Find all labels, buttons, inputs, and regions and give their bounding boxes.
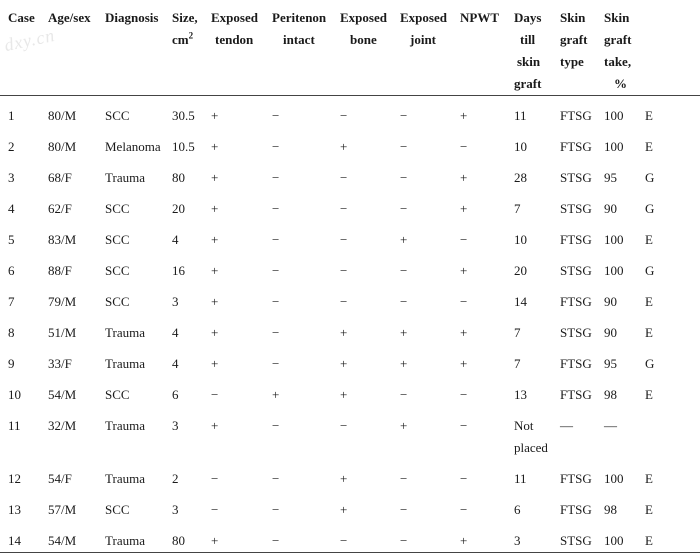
cell-peritenon-intact: −	[272, 263, 280, 278]
cell-exposed-joint: +	[400, 356, 408, 371]
cell-exposed-tendon: +	[211, 170, 219, 185]
cell-graft-take: 100	[604, 263, 624, 278]
cell-days-till-graft: Not placed	[514, 418, 548, 455]
cell-cut-column: E	[645, 325, 653, 340]
table-row	[0, 490, 700, 521]
cell-peritenon-intact: −	[272, 170, 280, 185]
cell-age-sex: 54/F	[48, 471, 72, 486]
cell-size: 80	[172, 521, 211, 553]
cell-cut-column: E	[645, 232, 653, 247]
cell-diagnosis: Trauma	[105, 471, 145, 486]
cell-graft-take: 100	[604, 471, 624, 486]
cell-age-sex: 83/M	[48, 232, 77, 247]
cell-size: 2	[172, 471, 179, 486]
cell-exposed-joint: −	[400, 471, 408, 486]
cell-exposed-joint: −	[400, 108, 408, 123]
cell-case: 9	[8, 356, 15, 371]
cell-exposed-bone: −	[340, 108, 348, 123]
cell-npwt: +	[460, 108, 468, 123]
cell-npwt: −	[460, 418, 468, 433]
cell-diagnosis: SCC	[105, 263, 130, 278]
cell-size: 3	[172, 502, 179, 517]
cell-size: 16	[172, 263, 185, 278]
cell-exposed-joint: −	[400, 502, 408, 517]
cell-cut-column: G	[645, 170, 655, 185]
cell-exposed-tendon: −	[211, 502, 219, 517]
cell-npwt: +	[460, 521, 514, 553]
table-body	[0, 96, 700, 553]
cell-exposed-tendon: +	[211, 232, 219, 247]
cell-graft-take: 95	[604, 356, 617, 371]
cell-cut-column	[645, 406, 700, 459]
cell-peritenon-intact: +	[272, 387, 280, 402]
cell-case: 10	[8, 387, 21, 402]
cell-days-till-graft: 10	[514, 232, 527, 247]
cell-graft-take: 100	[604, 139, 624, 154]
cell-exposed-joint: +	[400, 325, 408, 340]
cell-cut-column: E	[645, 387, 653, 402]
cell-age-sex: 51/M	[48, 325, 77, 340]
cell-case: 6	[8, 263, 15, 278]
cell-age-sex: 80/M	[48, 139, 77, 154]
table-row	[0, 406, 700, 459]
cell-peritenon-intact: −	[272, 325, 280, 340]
cell-age-sex: 57/M	[48, 502, 77, 517]
cell-case: 12	[8, 471, 21, 486]
cell-exposed-bone: −	[340, 232, 348, 247]
table-row	[0, 220, 700, 251]
cell-size: 3	[172, 294, 179, 309]
cell-age-sex: 54/M	[48, 521, 105, 553]
cell-npwt: −	[460, 502, 468, 517]
cell-exposed-bone: +	[340, 387, 348, 402]
cell-graft-type: FTSG	[560, 108, 592, 123]
table-row	[0, 313, 700, 344]
cell-graft-type: FTSG	[560, 387, 592, 402]
cell-cut-column: E	[645, 108, 653, 123]
cell-cut-column: G	[645, 356, 655, 371]
cell-exposed-tendon: +	[211, 263, 219, 278]
table-row	[0, 158, 700, 189]
cell-graft-take: 100	[604, 108, 624, 123]
cell-exposed-tendon: +	[211, 201, 219, 216]
cell-exposed-joint: +	[400, 232, 408, 247]
cell-peritenon-intact: −	[272, 108, 280, 123]
cell-diagnosis: SCC	[105, 294, 130, 309]
cell-npwt: −	[460, 294, 468, 309]
cell-exposed-tendon: +	[211, 418, 219, 433]
cell-days-till-graft: 6	[514, 502, 521, 517]
header-exposed-tendon: Exposed tendon	[211, 0, 272, 96]
cell-graft-take: 90	[604, 294, 617, 309]
cell-exposed-tendon: +	[211, 294, 219, 309]
cell-graft-type: STSG	[560, 263, 592, 278]
cell-days-till-graft: 7	[514, 356, 521, 371]
cell-size: 80	[172, 170, 185, 185]
cell-exposed-bone: +	[340, 139, 348, 154]
cell-cut-column: E	[645, 502, 653, 517]
cell-age-sex: 80/M	[48, 108, 77, 123]
cell-size: 30.5	[172, 108, 195, 123]
header-age-sex: Age/sex	[48, 0, 105, 96]
cell-exposed-bone: −	[340, 521, 400, 553]
cell-age-sex: 79/M	[48, 294, 77, 309]
header-exposed-joint: Exposed joint	[400, 0, 460, 96]
header-size: Size, $cm^2$	[172, 0, 211, 96]
table-row	[0, 521, 700, 553]
cell-exposed-joint: −	[400, 139, 408, 154]
cell-exposed-joint: −	[400, 201, 408, 216]
cell-exposed-tendon: +	[211, 325, 219, 340]
cell-npwt: −	[460, 139, 468, 154]
cell-days-till-graft: 14	[514, 294, 527, 309]
table-row	[0, 344, 700, 375]
table-row	[0, 459, 700, 490]
cell-graft-type: STSG	[560, 170, 592, 185]
cell-graft-type: FTSG	[560, 139, 592, 154]
cell-age-sex: 54/M	[48, 387, 77, 402]
cell-peritenon-intact: −	[272, 502, 280, 517]
cell-size: 4	[172, 356, 179, 371]
table-header	[0, 0, 700, 96]
cell-exposed-joint: −	[400, 387, 408, 402]
cell-case: 11	[8, 418, 21, 433]
cell-graft-type: —	[560, 418, 573, 433]
cell-diagnosis: Melanoma	[105, 139, 161, 154]
cell-case: 7	[8, 294, 15, 309]
cell-graft-take: 95	[604, 170, 617, 185]
header-peritenon-intact: Peritenon intact	[272, 0, 340, 96]
cell-graft-type: STSG	[560, 201, 592, 216]
cell-days-till-graft: 11	[514, 471, 527, 486]
cell-size: 6	[172, 387, 179, 402]
cell-case: 2	[8, 139, 15, 154]
cell-exposed-bone: +	[340, 502, 348, 517]
cell-age-sex: 33/F	[48, 356, 72, 371]
cell-graft-type: FTSG	[560, 232, 592, 247]
cell-exposed-bone: −	[340, 418, 348, 433]
cell-diagnosis: Trauma	[105, 418, 145, 433]
cell-graft-take: 90	[604, 325, 617, 340]
header-skin-graft-take: Skin graft take, %	[604, 0, 645, 96]
cell-peritenon-intact: −	[272, 418, 280, 433]
header-skin-graft-type: Skin graft type	[560, 0, 604, 96]
cell-case: 13	[8, 502, 21, 517]
cell-peritenon-intact: −	[272, 232, 280, 247]
cell-size: 4	[172, 325, 179, 340]
cell-cut-column: G	[645, 263, 655, 278]
cell-exposed-tendon: +	[211, 521, 272, 553]
cell-exposed-tendon: +	[211, 356, 219, 371]
cell-age-sex: 88/F	[48, 263, 72, 278]
cell-exposed-joint: −	[400, 170, 408, 185]
table-row	[0, 251, 700, 282]
cell-diagnosis: Trauma	[105, 170, 145, 185]
cell-graft-take: 98	[604, 387, 617, 402]
cell-age-sex: 32/M	[48, 418, 77, 433]
cell-diagnosis: SCC	[105, 502, 130, 517]
cell-diagnosis: Trauma	[105, 356, 145, 371]
cell-exposed-bone: −	[340, 263, 348, 278]
cell-exposed-joint: +	[400, 418, 408, 433]
cell-npwt: +	[460, 170, 468, 185]
cell-graft-type: FTSG	[560, 502, 592, 517]
cell-graft-type: STSG	[560, 521, 604, 553]
cell-graft-type: FTSG	[560, 294, 592, 309]
cell-size: 10.5	[172, 139, 195, 154]
cell-graft-type: FTSG	[560, 471, 592, 486]
cell-days-till-graft: 11	[514, 108, 527, 123]
cell-exposed-joint: −	[400, 521, 460, 553]
cell-age-sex: 68/F	[48, 170, 72, 185]
cell-exposed-tendon: −	[211, 471, 219, 486]
cell-size: 3	[172, 418, 179, 433]
cell-size: 20	[172, 201, 185, 216]
cell-case: 14	[0, 521, 48, 553]
header-npwt: NPWT	[460, 0, 514, 96]
cell-npwt: +	[460, 201, 468, 216]
cell-peritenon-intact: −	[272, 471, 280, 486]
table-row	[0, 375, 700, 406]
header-days-till-skin-graft: Days till skin graft	[514, 0, 560, 96]
cell-diagnosis: SCC	[105, 108, 130, 123]
cell-npwt: +	[460, 263, 468, 278]
cell-exposed-bone: +	[340, 325, 348, 340]
cell-peritenon-intact: −	[272, 139, 280, 154]
cell-exposed-tendon: +	[211, 139, 219, 154]
cell-days-till-graft: 13	[514, 387, 527, 402]
cell-npwt: +	[460, 356, 468, 371]
cell-graft-type: STSG	[560, 325, 592, 340]
cell-days-till-graft: 10	[514, 139, 527, 154]
cell-size: 4	[172, 232, 179, 247]
cell-cut-column: G	[645, 201, 655, 216]
cell-days-till-graft: 28	[514, 170, 527, 185]
cell-diagnosis: SCC	[105, 387, 130, 402]
cell-case: 5	[8, 232, 15, 247]
cell-cut-column: E	[645, 139, 653, 154]
cell-cut-column: E	[645, 471, 653, 486]
cell-diagnosis: SCC	[105, 201, 130, 216]
cell-exposed-bone: +	[340, 471, 348, 486]
cell-peritenon-intact: −	[272, 294, 280, 309]
cell-exposed-joint: −	[400, 263, 408, 278]
cell-cut-column: E	[645, 521, 700, 553]
cell-days-till-graft: 20	[514, 263, 527, 278]
cell-graft-type: FTSG	[560, 356, 592, 371]
cell-graft-take: 100	[604, 232, 624, 247]
cell-npwt: −	[460, 232, 468, 247]
cell-days-till-graft: 7	[514, 325, 521, 340]
cell-case: 8	[8, 325, 15, 340]
cell-case: 3	[8, 170, 15, 185]
header-cut-column	[645, 0, 700, 96]
cell-peritenon-intact: −	[272, 201, 280, 216]
cell-diagnosis: Trauma	[105, 325, 145, 340]
cell-graft-take: 90	[604, 201, 617, 216]
cell-peritenon-intact: −	[272, 521, 340, 553]
cell-graft-take: —	[604, 418, 617, 433]
cell-graft-take: 100	[604, 521, 645, 553]
watermark: dxy.cn	[2, 24, 57, 56]
cell-cut-column: E	[645, 294, 653, 309]
cell-peritenon-intact: −	[272, 356, 280, 371]
table-row	[0, 189, 700, 220]
header-case: Case	[0, 0, 48, 96]
cell-exposed-bone: +	[340, 356, 348, 371]
cell-npwt: +	[460, 325, 468, 340]
cell-exposed-bone: −	[340, 170, 348, 185]
cell-days-till-graft: 7	[514, 201, 521, 216]
cell-case: 1	[8, 108, 15, 123]
table-row	[0, 96, 700, 128]
cell-exposed-tendon: +	[211, 108, 219, 123]
cell-exposed-tendon: −	[211, 387, 219, 402]
table-row	[0, 127, 700, 158]
cell-case: 4	[8, 201, 15, 216]
cell-npwt: −	[460, 387, 468, 402]
cell-diagnosis: Trauma	[105, 521, 172, 553]
header-diagnosis: Diagnosis	[105, 0, 172, 96]
cell-npwt: −	[460, 471, 468, 486]
cell-diagnosis: SCC	[105, 232, 130, 247]
table-row	[0, 282, 700, 313]
cell-exposed-bone: −	[340, 201, 348, 216]
cell-days-till-graft: 3	[514, 521, 560, 553]
cell-graft-take: 98	[604, 502, 617, 517]
cell-exposed-joint: −	[400, 294, 408, 309]
header-exposed-bone: Exposed bone	[340, 0, 400, 96]
cell-age-sex: 62/F	[48, 201, 72, 216]
cell-exposed-bone: −	[340, 294, 348, 309]
